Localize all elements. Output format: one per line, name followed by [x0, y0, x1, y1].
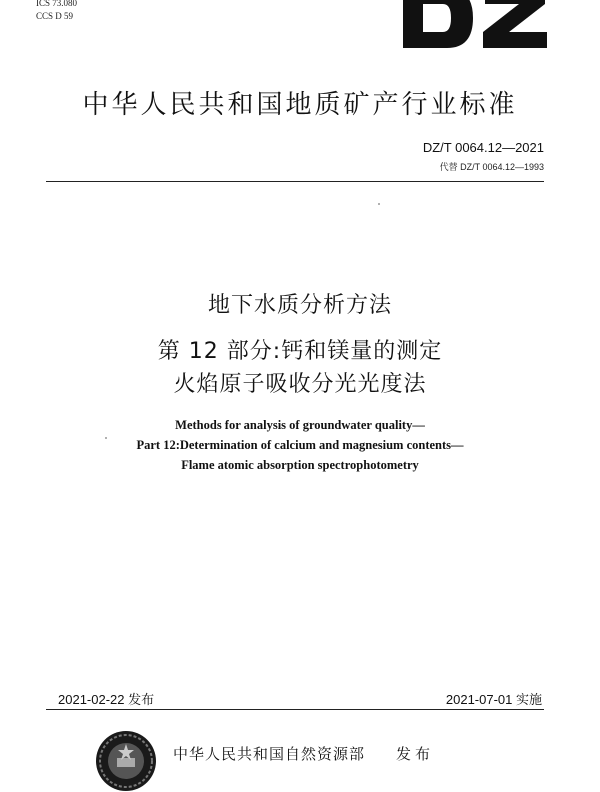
- bottom-rule: [46, 709, 544, 710]
- title-cn-line-2: 第 12 部分:钙和镁量的测定: [157, 339, 443, 364]
- ics-code: ICS 73.080: [36, 0, 78, 8]
- title-cn-line-1: 地下水质分析方法: [207, 293, 392, 318]
- title-en-line-2: Part 12:Determination of calcium and magnesium contents—: [136, 438, 464, 452]
- publisher-name: 中华人民共和国自然资源部: [173, 745, 366, 763]
- release-label: 发布: [396, 745, 435, 763]
- national-emblem-icon: [95, 730, 157, 792]
- title-en-line-3: Flame atomic absorption spectrophotometry: [181, 458, 419, 472]
- dz-logo: [395, 0, 555, 56]
- title-en-line-1: Methods for analysis of groundwater quality—: [175, 418, 425, 432]
- ccs-code: CCS D 59: [36, 11, 74, 21]
- standard-number: DZ/T 0064.12—2021: [422, 140, 544, 155]
- issue-date: 2021-02-22 发布: [58, 692, 155, 707]
- industry-standard-title: 中华人民共和国地质矿产行业标准: [82, 90, 518, 120]
- implementation-date: 2021-07-01 实施: [445, 692, 542, 707]
- top-rule: [46, 181, 544, 182]
- replaces-standard: 代替 DZ/T 0064.12—1993: [439, 162, 544, 172]
- scan-speck: [378, 203, 380, 205]
- title-cn-line-3: 火焰原子吸收分光光度法: [173, 372, 427, 397]
